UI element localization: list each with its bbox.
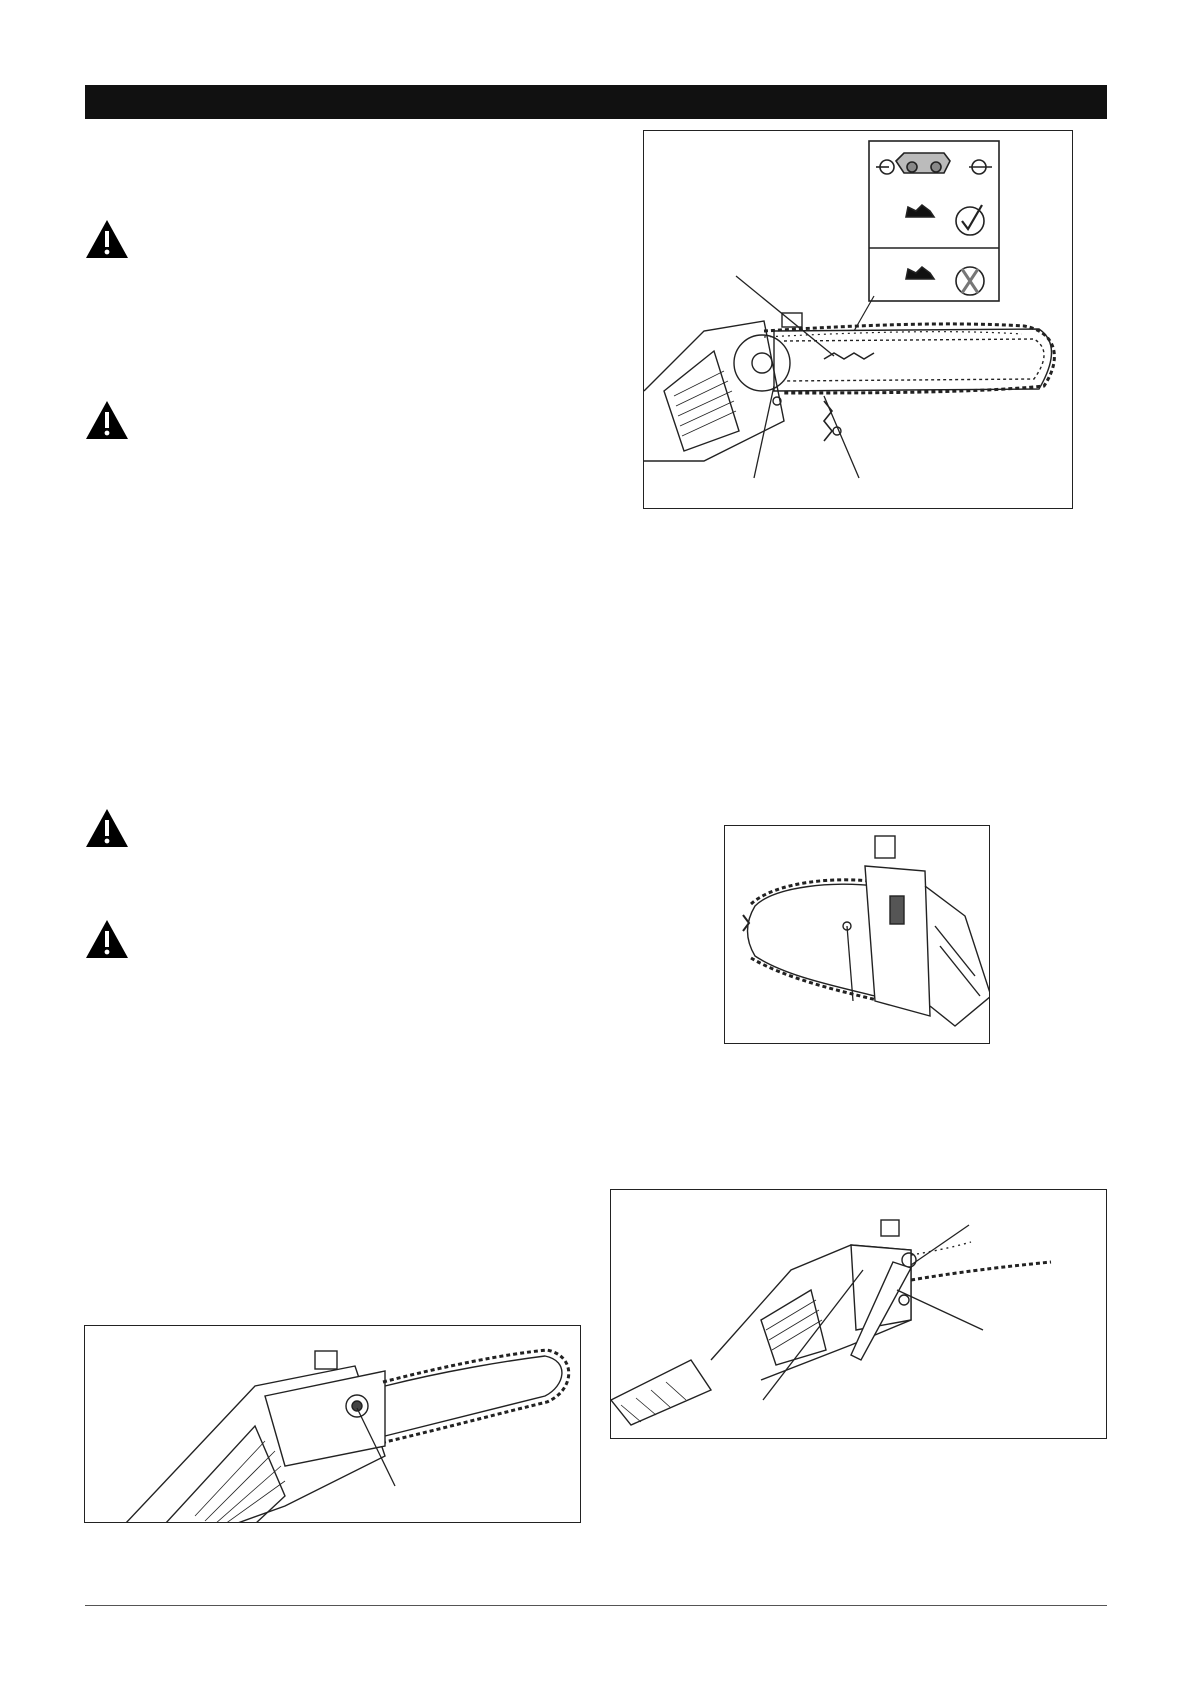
leader-line	[824, 396, 859, 478]
handle-drawing	[611, 1360, 711, 1425]
saw-chain-drawing	[911, 1262, 1051, 1280]
warning-triangle-icon	[84, 918, 130, 960]
figure-chain-loop-small	[724, 825, 990, 1044]
figure-side-view-nut	[84, 1325, 581, 1523]
saw-chain-drawing	[383, 1350, 569, 1442]
guide-bar-drawing	[385, 1356, 562, 1436]
motor-housing-drawing	[865, 866, 930, 1016]
warning-triangle-icon	[84, 807, 130, 849]
leader-line	[911, 1225, 969, 1265]
guide-bar-drawing	[774, 329, 1052, 391]
warning-triangle-icon	[84, 218, 130, 260]
footer-divider	[85, 1605, 1107, 1606]
section-header-bar	[85, 85, 1107, 119]
saw-chain-drawing	[751, 880, 877, 904]
figure-chain-bar-inset	[643, 130, 1073, 509]
figure-side-view-tool	[610, 1189, 1107, 1439]
warning-triangle-icon	[84, 399, 130, 441]
chain-orientation-inset	[869, 141, 999, 301]
leader-line	[754, 386, 774, 478]
guide-bar-drawing	[748, 884, 876, 996]
